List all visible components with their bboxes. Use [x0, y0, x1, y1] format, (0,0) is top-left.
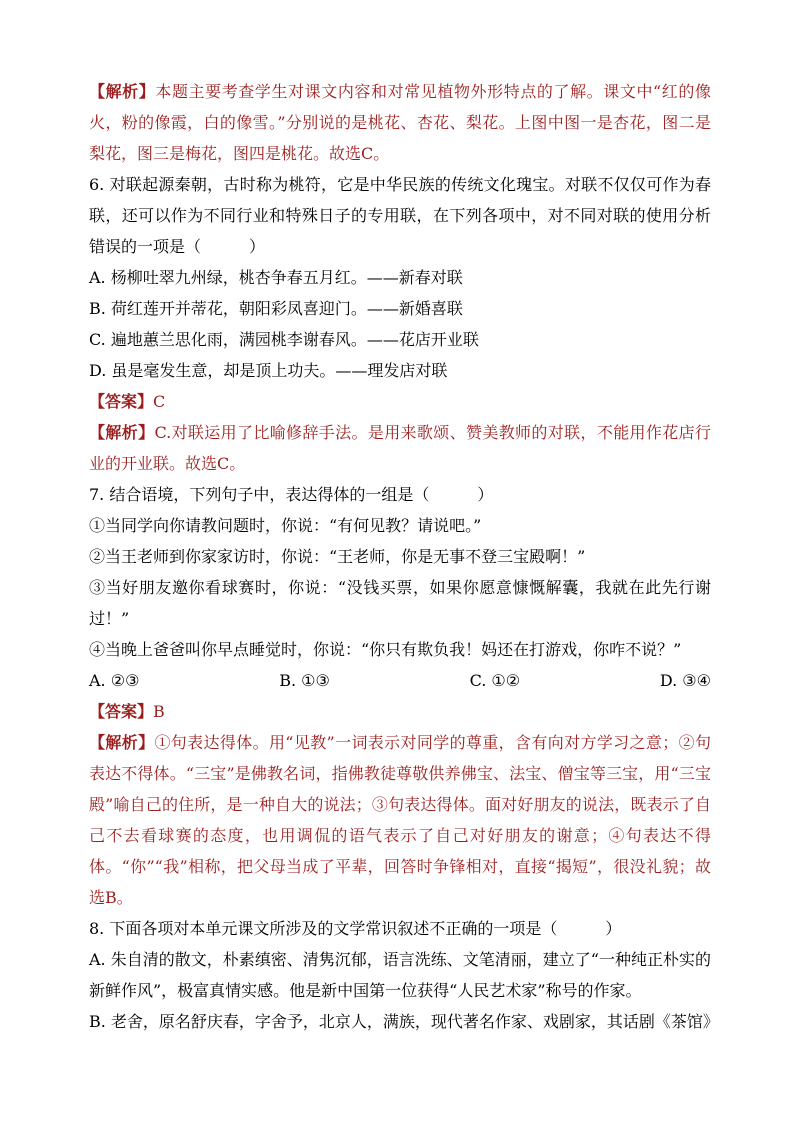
q7-option-c: C. ①②: [469, 671, 521, 690]
q7-item-4: ④当晚上爸爸叫你早点睡觉时，你说：“你只有欺负我！妈还在打游戏，你咋不说？”: [89, 640, 682, 659]
q7-analysis: [89, 727, 711, 913]
q8-stem: 8. 下面各项对本单元课文所涉及的文学常识叙述不正确的一项是（ ）: [89, 919, 622, 938]
q6-option-c: C. 遍地蕙兰思化雨，满园桃李谢春风。——花店开业联: [89, 330, 479, 349]
q7-option-b: B. ①③: [279, 671, 330, 690]
q6-option-d: D. 虽是毫发生意，却是顶上功夫。——理发店对联: [89, 361, 448, 380]
analysis-text: C.对联运用了比喻修辞手法。是用来歌颂、赞美教师的对联，不能用作花店行业的开业联。故选C。: [89, 423, 711, 473]
analysis-tag: 【解析】: [89, 733, 155, 752]
q7-stem: 7. 结合语境，下列句子中，表达得体的一组是（ ）: [89, 485, 494, 504]
analysis-tag: 【解析】: [89, 423, 155, 442]
q7-option-d: D. ③④: [659, 671, 711, 690]
analysis-text: 本题主要考查学生对课文内容和对常见植物外形特点的了解。课文中“红的像火，粉的像霞，白的像雪。”分别说的是桃花、杏花、梨花。上图中图一是杏花，图二是梨花，图三是梅花，图四是桃花。故选C。: [89, 82, 711, 163]
analysis-text: ①句表达得体。用“见教”一词表示对同学的尊重，含有向对方学习之意；②句表达不得体。“三宝”是佛教名词，指佛教徒尊敬供养佛宝、法宝、僧宝等三宝，用“三宝殿”喻自己的住所，是一种自大的说法；③句表达得体。面对好朋友的说法，既表示了自己不去看球赛的态度，也用调侃的语气表示了自己对好朋友的谢意；④句表达不得体。“你”“我”相称，把父母当成了平辈，回答时争锋相对，直接“揭短”，很没礼貌；故选B。: [89, 733, 711, 907]
q6-option-b: B. 荷红莲开并蒂花，朝阳彩凤喜迎门。——新婚喜联: [89, 299, 463, 318]
q5-analysis: [89, 76, 711, 169]
q7-answer: [89, 696, 711, 727]
q6-stem: 6. 对联起源秦朝，古时称为桃符，它是中华民族的传统文化瑰宝。对联不仅仅可作为春联，还可以作为不同行业和特殊日子的专用联，在下列各项中，对不同对联的使用分析错误的一项是（ ）: [89, 175, 711, 256]
q7-option-a: A. ②③: [89, 671, 140, 690]
answer-value: B: [153, 702, 165, 721]
q8-option-b: B. 老舍，原名舒庆春，字舍予，北京人，满族，现代著名作家、戏剧家，其话剧《茶馆》: [89, 1012, 719, 1031]
answer-value: C: [153, 392, 166, 411]
answer-tag: 【答案】: [89, 702, 154, 721]
q7-item-2: ②当王老师到你家家访时，你说：“王老师，你是无事不登三宝殿啊！”: [89, 547, 586, 566]
answer-tag: 【答案】: [89, 392, 154, 411]
q8-option-a: A. 朱自清的散文，朴素缜密、清隽沉郁，语言洗练、文笔清丽，建立了“一种纯正朴实的新鲜作风”，极富真情实感。他是新中国第一位获得“人民艺术家”称号的作家。: [89, 950, 711, 1000]
q7-options: [89, 665, 711, 696]
q6-option-a: A. 杨柳吐翠九州绿，桃杏争春五月红。——新春对联: [89, 268, 463, 287]
q6-analysis: [89, 417, 711, 479]
q7-item-1: ①当同学向你请教问题时，你说：“有何见教？请说吧。”: [89, 516, 482, 535]
q7-item-3: ③当好朋友邀你看球赛时，你说：“没钱买票，如果你愿意慷慨解囊，我就在此先行谢过！”: [89, 578, 711, 628]
q6-answer: [89, 386, 711, 417]
analysis-tag: 【解析】: [89, 82, 156, 101]
document-content: [89, 76, 719, 1037]
